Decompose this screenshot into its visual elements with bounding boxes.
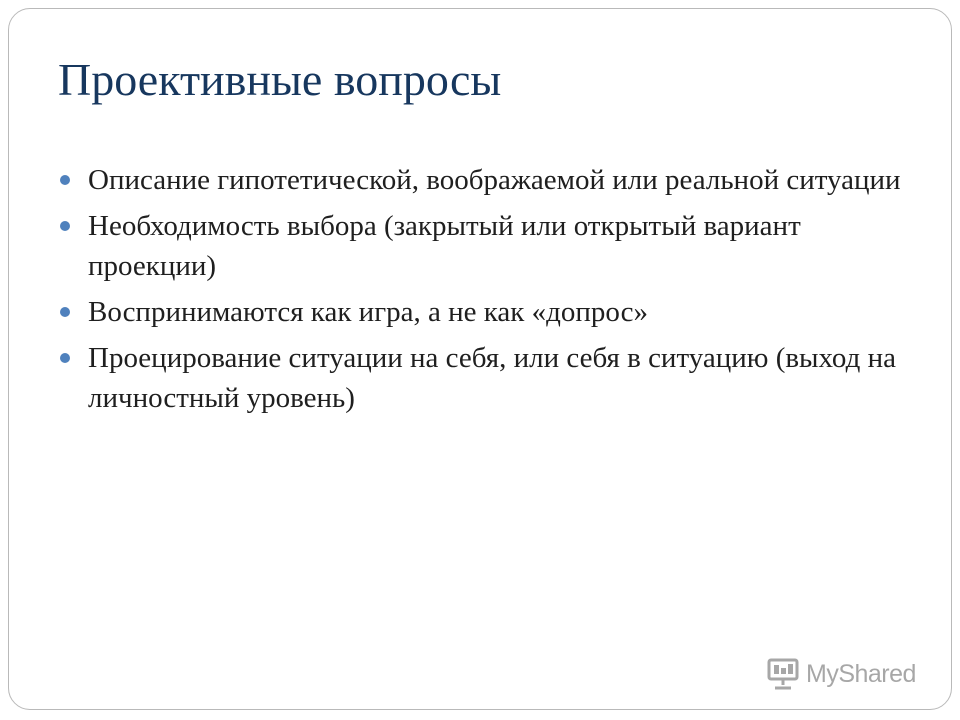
bullet-text: Проецирование ситуации на себя, или себя в ситуацию (выход на личностный уровень) <box>88 342 896 414</box>
bullet-dot-icon <box>60 221 70 231</box>
watermark-text: MyShared <box>806 659 916 688</box>
list-item <box>60 338 920 418</box>
bullet-text: Воспринимаются как игра, а не как «допрос» <box>88 296 648 328</box>
presentation-board-icon <box>766 658 800 690</box>
bullet-dot-icon <box>60 175 70 185</box>
watermark-logo <box>766 656 916 692</box>
bullet-list <box>60 160 920 424</box>
list-item <box>60 206 920 286</box>
list-item <box>60 292 920 332</box>
bullet-dot-icon <box>60 307 70 317</box>
slide-title: Проективные вопросы <box>58 54 502 105</box>
list-item <box>60 160 920 200</box>
bullet-text: Описание гипотетической, воображаемой или реальной ситуации <box>88 164 901 196</box>
bullet-text: Необходимость выбора (закрытый или открытый вариант проекции) <box>88 210 801 282</box>
bullet-dot-icon <box>60 353 70 363</box>
